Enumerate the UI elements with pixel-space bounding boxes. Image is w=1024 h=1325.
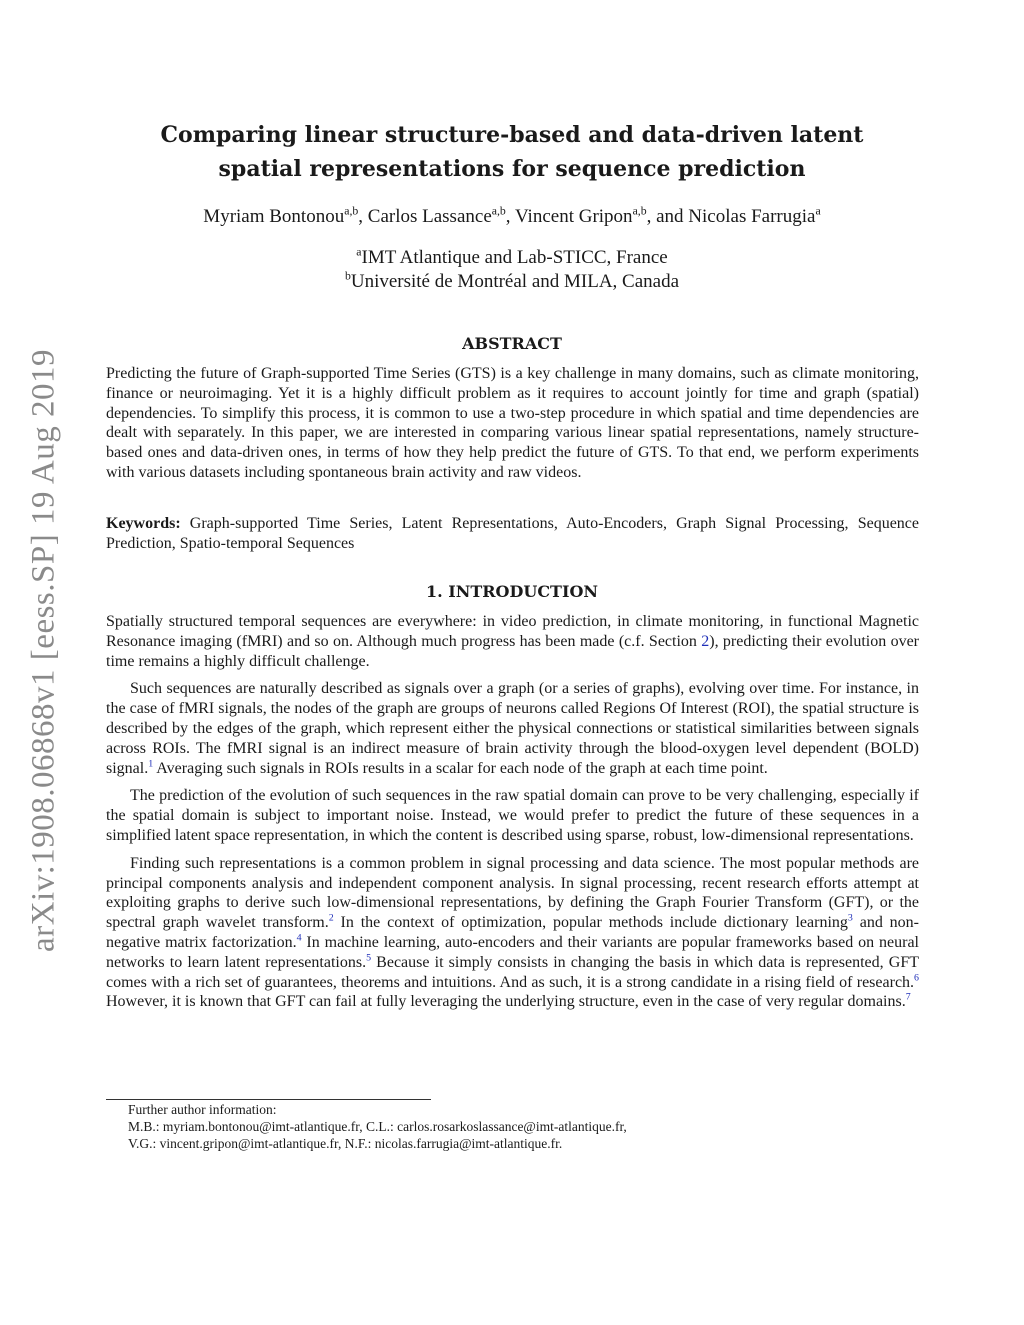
author: Vincent Gripon$^{a,b}$ [514, 204, 647, 227]
author: Myriam Bontonou$^{a,b}$ [203, 204, 359, 227]
arxiv-identifier[interactable]: arXiv:1908.06868v1 [eess.SP] 19 Aug 2019 [25, 349, 62, 952]
section-heading-introduction: 1. INTRODUCTION [425, 582, 599, 601]
paper-title [100, 118, 924, 186]
author: Carlos Lassance$^{a,b}$ [367, 204, 506, 227]
paragraph: Spatially structured temporal sequences are everywhere: in video prediction, in climate monitoring, in functional Magnetic Resonance imaging (fMRI) and so on. Although much progress has been made (c.f. Section 2), predicting their evolution over time remains a highly difficult challenge. [106, 613, 919, 670]
title-line-2: spatial representations for sequence prediction [218, 156, 806, 182]
author-list: Myriam Bontonou$^{a,b}$, Carlos Lassance$^{a,b}$, Vincent Gripon$^{a,b}$, and Nicolas Farrugia$^a$ [203, 204, 821, 227]
citation-link[interactable]: 6 [914, 972, 919, 984]
footnote-line: V.G.: vincent.gripon@imt-atlantique.fr, N.F.: nicolas.farrugia@imt-atlantique.fr. [128, 1136, 563, 1151]
citation-link[interactable]: 3 [847, 912, 853, 924]
affiliation: $^b$Université de Montréal and MILA, Canada [344, 269, 680, 292]
citation-link[interactable]: 2 [328, 912, 334, 924]
footnote-line: M.B.: myriam.bontonou@imt-atlantique.fr, C.L.: carlos.rosarkoslassance@imt-atlantique.fr, [128, 1119, 627, 1134]
keywords-label: Keywords: [106, 515, 181, 532]
footnote-line: Further author information: [128, 1102, 277, 1117]
section-ref-link[interactable]: 2 [701, 632, 710, 650]
paragraph: Finding such representations is a common problem in signal processing and data science. The most popular methods are principal components analysis and independent component analysis. In signal processing, recent research efforts attempt at exploiting graphs to derive such low-dimensional representations, by defining the Graph Fourier Transform (GFT), or the spectral graph wavelet transform.$^2$ In the context of optimization, popular methods include dictionary learning$^3$ and non-negative matrix factorization.$^4$ In machine learning, auto-encoders and their variants are popular frameworks based on neural networks to learn latent representations.$^5$ Because it simply consists in changing the basis in which data is represented, GFT comes with a rich set of guarantees, theorems and intuitions. And as such, it is a strong candidate in a rising field of research.$^6$ However, it is known that GFT can fail at fully leveraging the underlying structure, even in the case of very regular domains.$^7$ [106, 854, 920, 1011]
citation-link[interactable]: 1 [148, 758, 154, 770]
citation-link[interactable]: 5 [366, 952, 372, 964]
keywords-text: Graph-supported Time Series, Latent Representations, Auto-Encoders, Graph Signal Processing, Sequence Prediction, Spatio-temporal Sequences [106, 515, 919, 552]
abstract-heading: ABSTRACT [462, 334, 562, 353]
title-line-1: Comparing linear structure-based and data-driven latent [160, 122, 864, 148]
footnote-divider [106, 1099, 431, 1100]
affiliation: $^a$IMT Atlantique and Lab-STICC, France [356, 245, 668, 268]
abstract-text: Predicting the future of Graph-supported Time Series (GTS) is a key challenge in many domains, such as climate monitoring, finance or neuroimaging. Yet it is a highly difficult problem as it requires to account jointly for time and graph (spatial) dependencies. To simplify this process, it is common to use a two-step procedure in which spatial and time dependencies are dealt with separately. In this paper, we are interested in comparing various linear spatial representations, namely structure-based ones and data-driven ones, in terms of how they help predict the future of GTS. To that end, we perform experiments with various datasets including spontaneous brain activity and raw videos. [106, 365, 919, 481]
footnotes [106, 1101, 919, 1152]
citation-link[interactable]: 7 [905, 992, 911, 1004]
citation-link[interactable]: 4 [296, 932, 302, 944]
affiliations [100, 246, 924, 294]
paragraph: Such sequences are naturally described as signals over a graph (or a series of graphs), evolving over time. For instance, in the case of fMRI signals, the nodes of the graph are groups of neurons called Regions Of Interest (ROI), the spatial structure is described by the edges of the graph, which represent either the physical connections or statistical similarities between signals across ROIs. The fMRI signal is an indirect measure of brain activity through the blood-oxygen level dependent (BOLD) signal.$^1$ Averaging such signals in ROIs results in a scalar for each node of the graph at each time point. [106, 680, 919, 777]
author: Nicolas Farrugia$^a$ [688, 204, 821, 227]
keywords [106, 514, 919, 554]
introduction-body [106, 612, 919, 1020]
paragraph: The prediction of the evolution of such sequences in the raw spatial domain can prove to be very challenging, especially if the spatial domain is subject to important noise. Instead, we would prefer to predict the future of these sequences in a simplified latent space representation, in which the content is described using sparse, robust, low-dimensional representations. [106, 787, 919, 844]
